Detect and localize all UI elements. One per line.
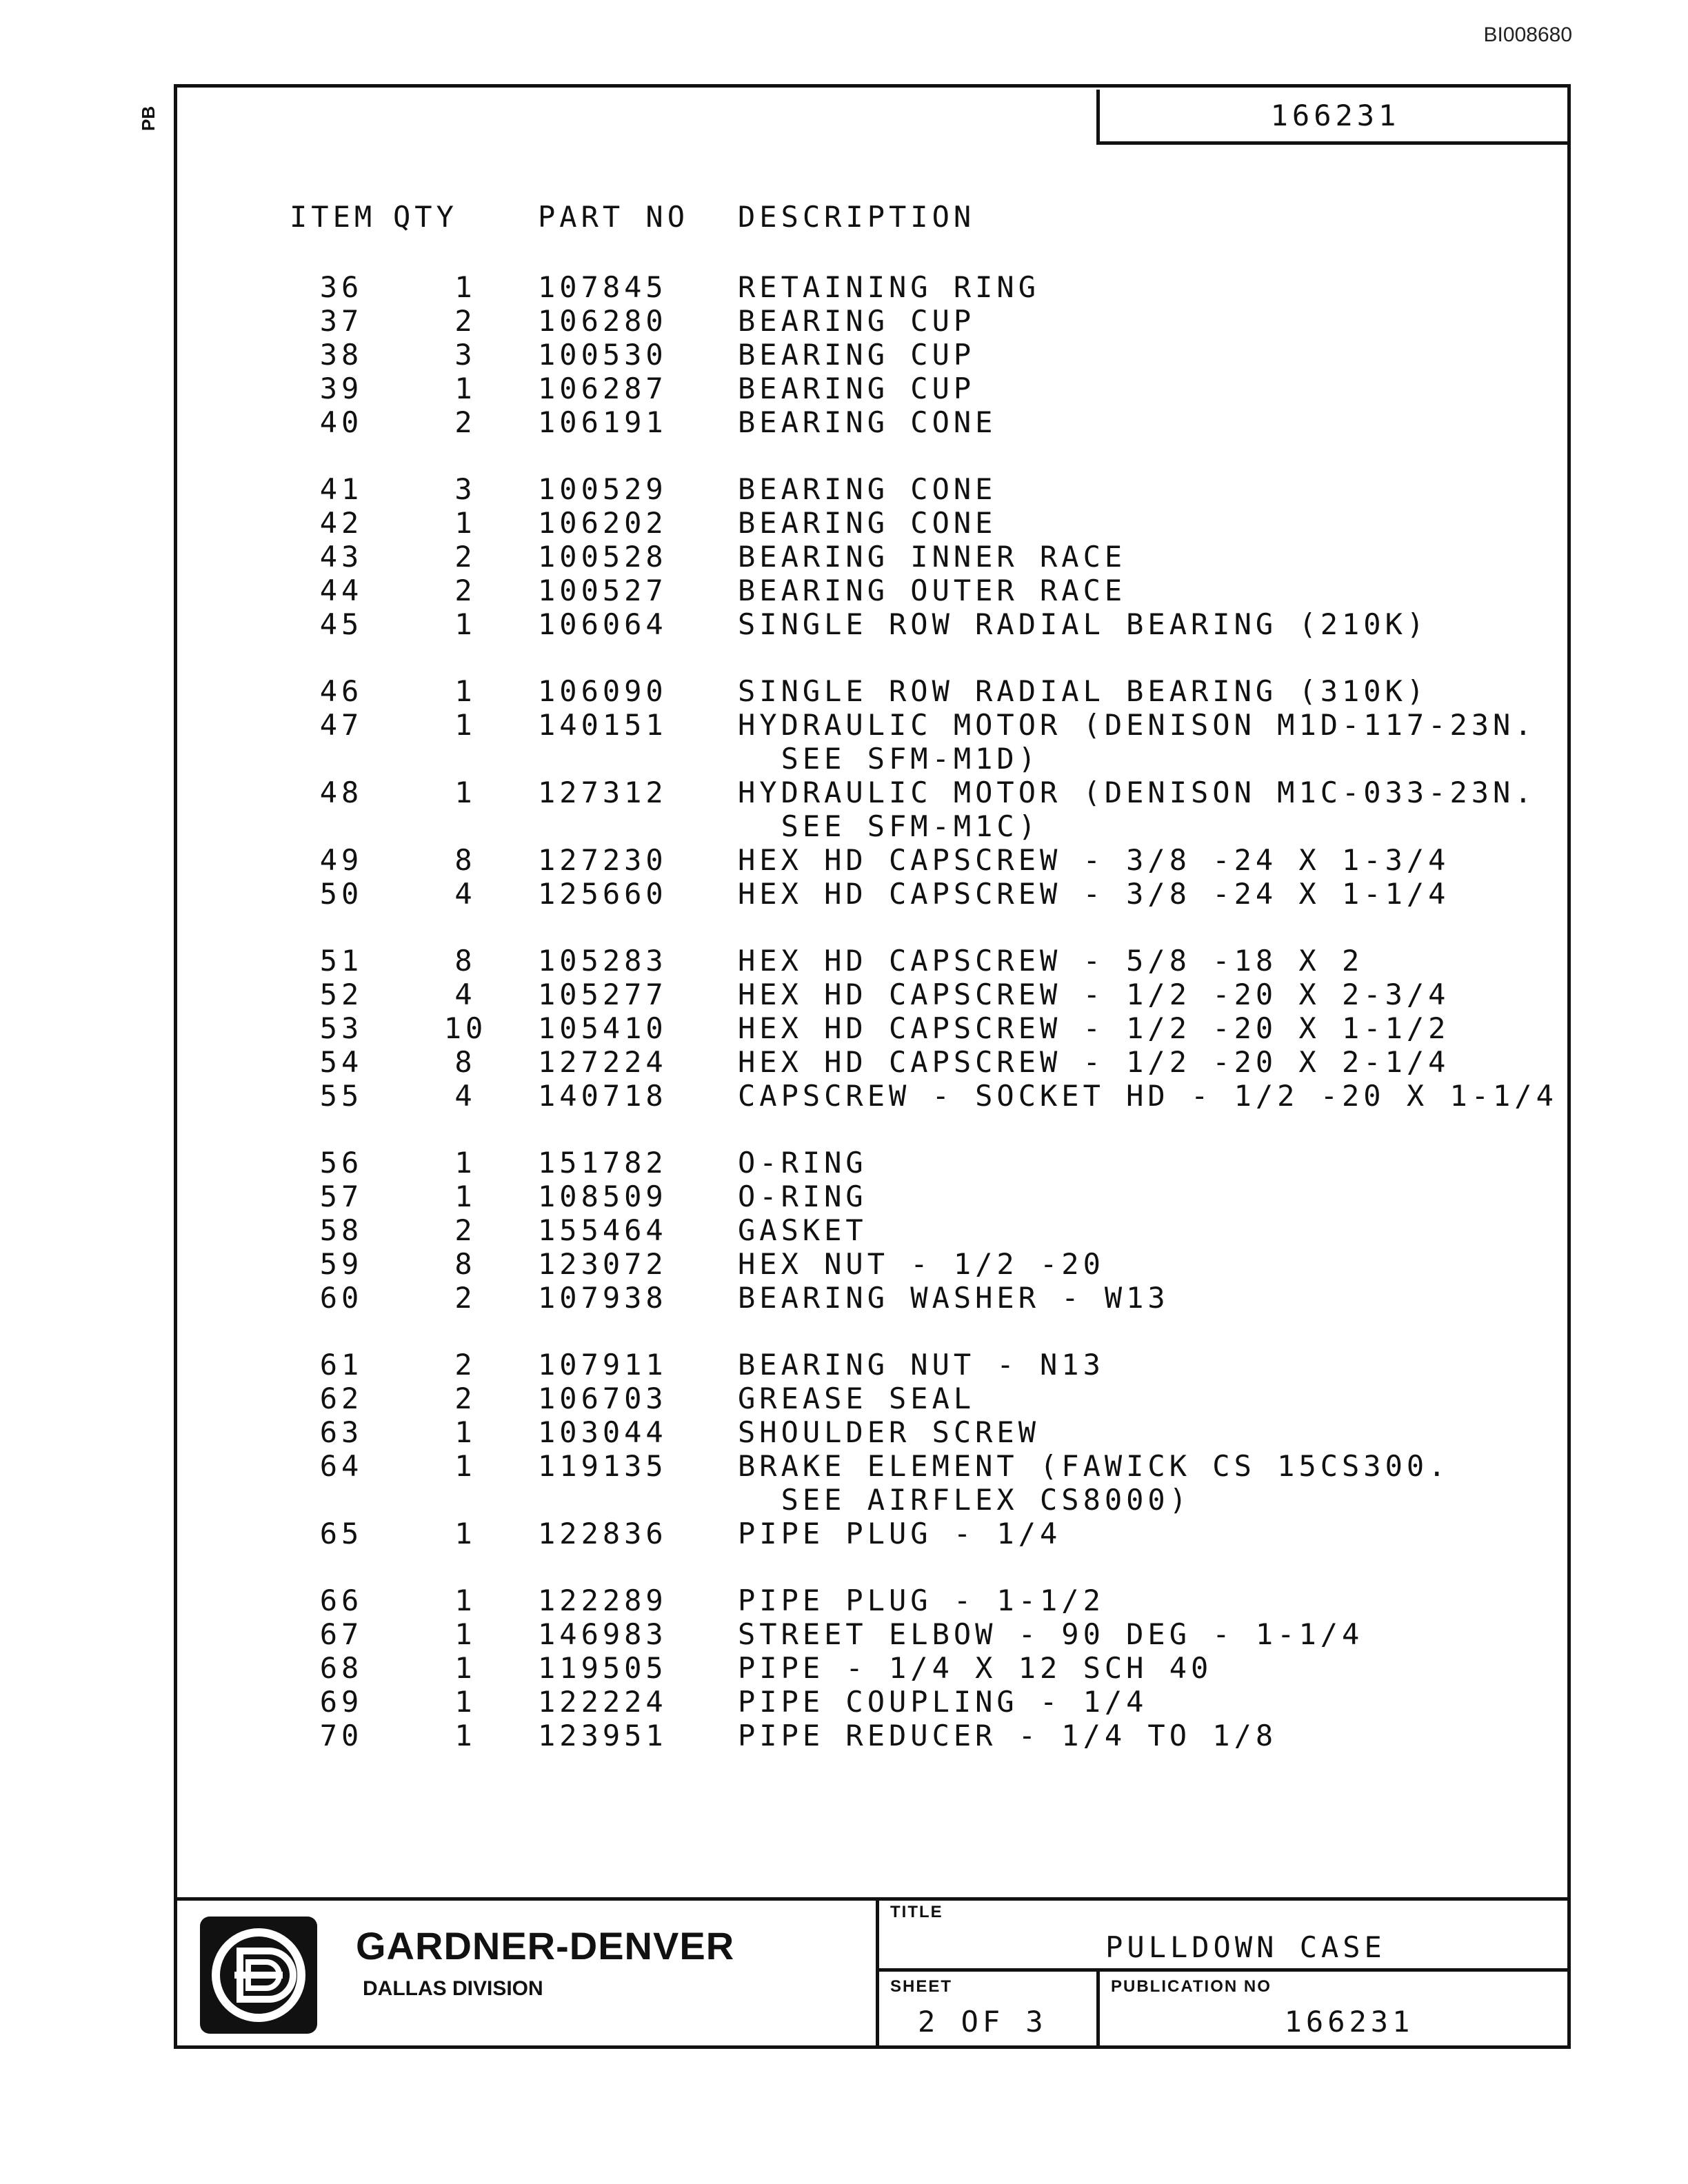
table-row [290, 405, 1558, 439]
description-cell: HEX NUT - 1/2 -20 [738, 1247, 1105, 1281]
empty-cell [290, 1483, 393, 1517]
part-no-cell: 155464 [538, 1213, 667, 1247]
item-cell: 42 [319, 506, 363, 540]
part-no-cell: 127224 [538, 1045, 667, 1079]
description-cell: HEX HD CAPSCREW - 1/2 -20 X 2-3/4 [738, 978, 1450, 1011]
qty-cell: 2 [454, 304, 476, 338]
table-row-continuation [290, 809, 1558, 843]
description-cell: STREET ELBOW - 90 DEG - 1-1/4 [738, 1617, 1364, 1651]
qty-cell: 2 [454, 1348, 476, 1382]
sheet-cell [876, 1972, 1096, 2048]
description-cell: PIPE - 1/4 X 12 SCH 40 [738, 1651, 1213, 1685]
qty-cell: 2 [454, 540, 476, 574]
part-no-cell: 106280 [538, 304, 667, 338]
item-cell: 60 [319, 1281, 363, 1315]
description-cell: BEARING CUP [738, 338, 976, 372]
table-row [290, 270, 1558, 304]
empty-cell [393, 809, 538, 843]
description-cell: HEX HD CAPSCREW - 5/8 -18 X 2 [738, 944, 1364, 978]
sheet-label: SHEET [890, 1977, 953, 1996]
description-cell: GASKET [738, 1213, 867, 1247]
table-row [290, 1685, 1558, 1719]
part-no-cell: 105410 [538, 1011, 667, 1045]
qty-cell: 4 [454, 1079, 476, 1113]
table-row [290, 1045, 1558, 1079]
table-row [290, 607, 1558, 641]
item-cell: 49 [319, 843, 363, 877]
empty-cell [393, 1483, 538, 1517]
item-cell: 65 [319, 1517, 363, 1550]
item-cell: 66 [319, 1584, 363, 1617]
item-cell: 54 [319, 1045, 363, 1079]
table-row [290, 1315, 1558, 1382]
item-cell: 38 [319, 338, 363, 372]
table-row [290, 911, 1558, 978]
part-no-cell: 106191 [538, 405, 667, 439]
part-no-cell: 105277 [538, 978, 667, 1011]
table-row [290, 1449, 1558, 1483]
part-no-cell: 127312 [538, 776, 667, 809]
qty-cell: 2 [454, 1382, 476, 1415]
qty-cell: 1 [454, 1415, 476, 1449]
publication-cell [1096, 1972, 1571, 2048]
empty-cell [290, 742, 393, 776]
description-continuation-cell: SEE SFM-M1C) [738, 809, 1041, 843]
table-row [290, 1213, 1558, 1247]
item-cell: 43 [319, 540, 363, 574]
item-cell: 64 [319, 1449, 363, 1483]
description-cell: O-RING [738, 1146, 867, 1180]
table-row [290, 1247, 1558, 1281]
part-no-cell: 140151 [538, 708, 667, 742]
description-cell: BEARING NUT - N13 [738, 1348, 1105, 1382]
part-no-cell: 106202 [538, 506, 667, 540]
description-cell: RETAINING RING [738, 270, 1041, 304]
part-no-cell: 106090 [538, 674, 667, 708]
item-cell: 50 [319, 877, 363, 911]
qty-cell: 8 [454, 1045, 476, 1079]
part-no-cell: 122289 [538, 1584, 667, 1617]
column-header-description: DESCRIPTION [738, 200, 976, 234]
description-cell: BEARING CONE [738, 506, 997, 540]
part-no-cell: 122836 [538, 1517, 667, 1550]
parts-table [290, 200, 1558, 1752]
description-cell: BEARING CONE [738, 405, 997, 439]
publication-label: PUBLICATION NO [1111, 1977, 1272, 1996]
table-row [290, 1550, 1558, 1617]
description-cell: HEX HD CAPSCREW - 3/8 -24 X 1-3/4 [738, 843, 1450, 877]
item-cell: 57 [319, 1180, 363, 1213]
description-cell: O-RING [738, 1180, 867, 1213]
table-row [290, 1617, 1558, 1651]
table-row [290, 372, 1558, 405]
item-cell: 67 [319, 1617, 363, 1651]
qty-cell: 10 [443, 1011, 488, 1045]
qty-cell: 1 [454, 1617, 476, 1651]
part-no-cell: 100527 [538, 574, 667, 607]
qty-cell: 1 [454, 372, 476, 405]
description-cell: PIPE COUPLING - 1/4 [738, 1685, 1148, 1719]
qty-cell: 2 [454, 1281, 476, 1315]
empty-cell [393, 742, 538, 776]
description-cell: SINGLE ROW RADIAL BEARING (310K) [738, 674, 1429, 708]
part-no-cell: 106064 [538, 607, 667, 641]
table-row [290, 776, 1558, 809]
description-cell: HYDRAULIC MOTOR (DENISON M1D-117-23N. [738, 708, 1536, 742]
qty-cell: 1 [454, 1180, 476, 1213]
table-row-continuation [290, 742, 1558, 776]
item-cell: 59 [319, 1247, 363, 1281]
empty-cell [538, 809, 738, 843]
description-cell: BEARING OUTER RACE [738, 574, 1127, 607]
description-continuation-cell: SEE SFM-M1D) [738, 742, 1041, 776]
qty-cell: 2 [454, 1213, 476, 1247]
qty-cell: 8 [454, 1247, 476, 1281]
description-cell: PIPE PLUG - 1/4 [738, 1517, 1062, 1550]
description-cell: BRAKE ELEMENT (FAWICK CS 15CS300. [738, 1449, 1450, 1483]
description-cell: BEARING CONE [738, 472, 997, 506]
item-cell: 39 [319, 372, 363, 405]
qty-cell: 2 [454, 574, 476, 607]
item-cell: 62 [319, 1382, 363, 1415]
side-mark: PB [138, 105, 159, 131]
column-header-qty: QTY [393, 200, 458, 234]
item-cell: 51 [319, 944, 363, 978]
qty-cell: 1 [454, 1449, 476, 1483]
part-no-cell: 125660 [538, 877, 667, 911]
part-no-cell: 106287 [538, 372, 667, 405]
parts-table-body [290, 270, 1558, 1752]
table-header-row [290, 200, 1558, 270]
table-row [290, 1079, 1558, 1113]
qty-cell: 1 [454, 1517, 476, 1550]
table-row [290, 1113, 1558, 1180]
qty-cell: 1 [454, 1719, 476, 1752]
item-cell: 55 [319, 1079, 363, 1113]
qty-cell: 8 [454, 843, 476, 877]
table-row [290, 1517, 1558, 1550]
brand-name: GARDNER-DENVER [356, 1924, 735, 1968]
item-cell: 41 [319, 472, 363, 506]
part-no-cell: 103044 [538, 1415, 667, 1449]
item-cell: 69 [319, 1685, 363, 1719]
logo-emblem-icon [200, 1917, 317, 2034]
publication-number-box: 166231 [1096, 90, 1571, 145]
table-row [290, 506, 1558, 540]
item-cell: 40 [319, 405, 363, 439]
item-cell: 53 [319, 1011, 363, 1045]
part-no-cell: 100530 [538, 338, 667, 372]
item-cell: 45 [319, 607, 363, 641]
item-cell: 44 [319, 574, 363, 607]
part-no-cell: 119505 [538, 1651, 667, 1685]
part-no-cell: 100528 [538, 540, 667, 574]
description-cell: HEX HD CAPSCREW - 1/2 -20 X 1-1/2 [738, 1011, 1450, 1045]
item-cell: 47 [319, 708, 363, 742]
table-row [290, 877, 1558, 911]
part-no-cell: 107911 [538, 1348, 667, 1382]
item-cell: 63 [319, 1415, 363, 1449]
qty-cell: 3 [454, 338, 476, 372]
table-row-continuation [290, 1483, 1558, 1517]
sheet-number: 2 OF 3 [918, 2005, 1047, 2039]
title-cell [876, 1897, 1571, 1972]
table-row [290, 1415, 1558, 1449]
qty-cell: 8 [454, 944, 476, 978]
item-cell: 52 [319, 978, 363, 1011]
part-no-cell: 140718 [538, 1079, 667, 1113]
table-row [290, 641, 1558, 708]
table-row [290, 1651, 1558, 1685]
item-cell: 48 [319, 776, 363, 809]
item-cell: 58 [319, 1213, 363, 1247]
qty-cell: 1 [454, 708, 476, 742]
drawing-title: PULLDOWN CASE [1105, 1930, 1386, 1964]
table-row [290, 708, 1558, 742]
table-row [290, 439, 1558, 506]
item-cell: 46 [319, 674, 363, 708]
item-cell: 37 [319, 304, 363, 338]
item-cell: 61 [319, 1348, 363, 1382]
item-cell: 68 [319, 1651, 363, 1685]
qty-cell: 1 [454, 1651, 476, 1685]
description-cell: BEARING CUP [738, 304, 976, 338]
table-row [290, 304, 1558, 338]
qty-cell: 1 [454, 1146, 476, 1180]
part-no-cell: 107938 [538, 1281, 667, 1315]
description-cell: PIPE REDUCER - 1/4 TO 1/8 [738, 1719, 1278, 1752]
table-row [290, 1382, 1558, 1415]
part-no-cell: 127230 [538, 843, 667, 877]
table-row [290, 1180, 1558, 1213]
table-row [290, 540, 1558, 574]
division-name: DALLAS DIVISION [363, 1977, 543, 2000]
part-no-cell: 108509 [538, 1180, 667, 1213]
part-no-cell: 106703 [538, 1382, 667, 1415]
description-cell: BEARING WASHER - W13 [738, 1281, 1169, 1315]
table-row [290, 1281, 1558, 1315]
qty-cell: 1 [454, 1685, 476, 1719]
qty-cell: 2 [454, 405, 476, 439]
description-cell: HYDRAULIC MOTOR (DENISON M1C-033-23N. [738, 776, 1536, 809]
item-cell: 56 [319, 1146, 363, 1180]
empty-cell [290, 809, 393, 843]
description-cell: SINGLE ROW RADIAL BEARING (210K) [738, 607, 1429, 641]
qty-cell: 1 [454, 776, 476, 809]
part-no-cell: 151782 [538, 1146, 667, 1180]
qty-cell: 1 [454, 270, 476, 304]
description-cell: HEX HD CAPSCREW - 1/2 -20 X 2-1/4 [738, 1045, 1450, 1079]
table-row [290, 843, 1558, 877]
qty-cell: 3 [454, 472, 476, 506]
qty-cell: 1 [454, 607, 476, 641]
description-cell: PIPE PLUG - 1-1/2 [738, 1584, 1105, 1617]
part-no-cell: 146983 [538, 1617, 667, 1651]
description-cell: CAPSCREW - SOCKET HD - 1/2 -20 X 1-1/4 [738, 1079, 1558, 1113]
empty-cell [538, 1483, 738, 1517]
table-row [290, 574, 1558, 607]
description-cell: GREASE SEAL [738, 1382, 976, 1415]
part-no-cell: 122224 [538, 1685, 667, 1719]
description-cell: BEARING INNER RACE [738, 540, 1127, 574]
description-cell: BEARING CUP [738, 372, 976, 405]
table-row [290, 338, 1558, 372]
column-header-part-no: PART NO [538, 200, 690, 234]
empty-cell [538, 742, 738, 776]
part-no-cell: 119135 [538, 1449, 667, 1483]
item-cell: 70 [319, 1719, 363, 1752]
title-label: TITLE [890, 1903, 943, 1921]
part-no-cell: 105283 [538, 944, 667, 978]
part-no-cell: 100529 [538, 472, 667, 506]
qty-cell: 4 [454, 978, 476, 1011]
description-cell: SHOULDER SCREW [738, 1415, 1041, 1449]
document-id: BI008680 [1483, 23, 1572, 46]
description-continuation-cell: SEE AIRFLEX CS8000) [738, 1483, 1192, 1517]
column-header-item: ITEM [290, 200, 376, 234]
part-no-cell: 107845 [538, 270, 667, 304]
part-no-cell: 123072 [538, 1247, 667, 1281]
publication-number: 166231 [1284, 2005, 1414, 2039]
part-no-cell: 123951 [538, 1719, 667, 1752]
table-row [290, 1011, 1558, 1045]
qty-cell: 4 [454, 877, 476, 911]
gardner-denver-logo-icon [200, 1917, 317, 2034]
description-cell: HEX HD CAPSCREW - 3/8 -24 X 1-1/4 [738, 877, 1450, 911]
qty-cell: 1 [454, 506, 476, 540]
qty-cell: 1 [454, 674, 476, 708]
qty-cell: 1 [454, 1584, 476, 1617]
table-row [290, 1719, 1558, 1752]
item-cell: 36 [319, 270, 363, 304]
table-row [290, 978, 1558, 1011]
